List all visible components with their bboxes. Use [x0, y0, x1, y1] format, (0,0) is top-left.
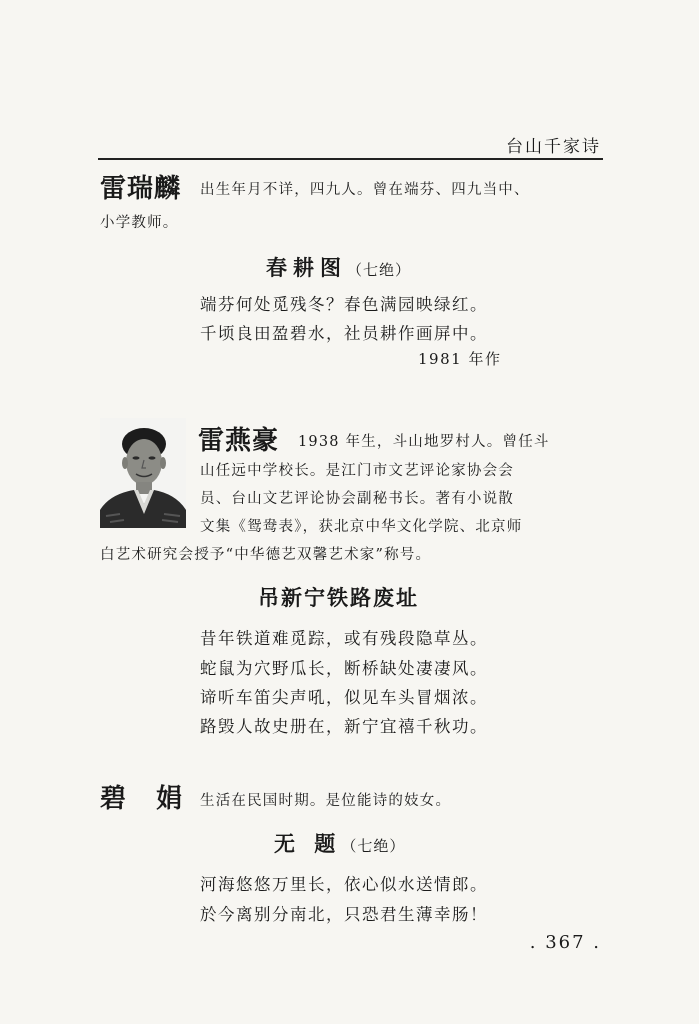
poem-3-line-2: 於今离别分南北，只恐君生薄幸肠！: [200, 905, 488, 924]
poem-form-1: （七绝）: [347, 261, 412, 279]
portrait-photo: [100, 418, 186, 528]
author-bio-2-line-1: 1938 年生，斗山地罗村人。曾任斗: [298, 434, 550, 450]
poem-2-line-3: 谛听车笛尖声吼，似见车头冒烟浓。: [200, 688, 488, 707]
author-bio-1-line-2: 小学教师。: [100, 215, 179, 231]
poem-1-date: 1981 年作: [418, 350, 502, 368]
header-rule: [98, 158, 603, 160]
author-name-1: 雷瑞麟: [100, 174, 182, 204]
poem-3-line-1: 河海悠悠万里长，依心似水送情郎。: [200, 875, 488, 894]
author-bio-2-line-3: 员、台山文艺评论协会副秘书长。著有小说散: [200, 491, 514, 507]
poem-1-line-1: 端芬何处觅残冬？春色满园映绿红。: [200, 295, 488, 314]
poem-form-3: （七绝）: [341, 837, 406, 855]
author-bio-2-line-2: 山任远中学校长。是江门市文艺评论家协会会: [200, 463, 514, 479]
author-bio-2-line-5: 白艺术研究会授予“中华德艺双馨艺术家”称号。: [100, 547, 432, 563]
poem-title-3-text: 无 题: [274, 832, 342, 856]
poem-title-1: [266, 252, 411, 282]
author-name-3: 碧 娟: [100, 784, 187, 814]
poem-2-line-4: 路毁人故史册在，新宁宜禧千秋功。: [200, 717, 488, 736]
author-name-2: 雷燕豪: [198, 426, 280, 456]
page-number: . 367 .: [529, 932, 601, 953]
poem-title-3: [274, 828, 405, 858]
poem-2-line-1: 昔年铁道难觅踪，或有残段隐草丛。: [200, 629, 488, 648]
poem-2-line-2: 蛇鼠为穴野瓜长，断桥缺处凄凄风。: [200, 659, 488, 678]
running-header-title: 台山千家诗: [506, 137, 601, 157]
author-bio-1-line-1: 出生年月不详，四九人。曾在端芬、四九当中、: [200, 182, 530, 198]
poem-title-1-text: 春耕图: [266, 256, 347, 280]
portrait-photo-image: [100, 418, 186, 528]
poem-1-line-2: 千顷良田盈碧水，社员耕作画屏中。: [200, 324, 488, 343]
author-bio-2-line-4: 文集《鸳鸯表》，获北京中华文化学院、北京师: [200, 519, 523, 535]
poem-title-2: 吊新宁铁路废址: [258, 586, 419, 610]
author-bio-3-line-1: 生活在民国时期。是位能诗的妓女。: [200, 793, 452, 809]
